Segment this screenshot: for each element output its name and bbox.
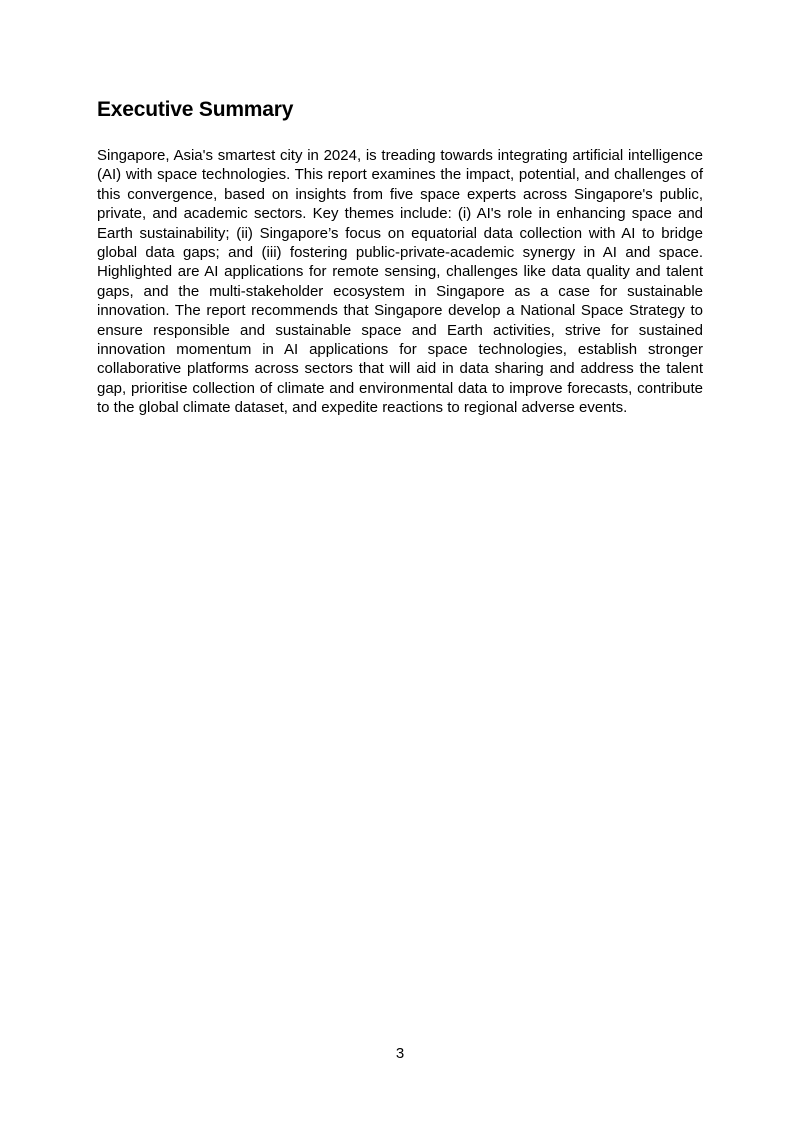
executive-summary-paragraph: Singapore, Asia's smartest city in 2024, is treading towards integrating artificial intelligence (AI) with space technologies. This report examines the impact, potential, and challenges of this convergence, based on insights from five space experts across Singapore's public, private, and academic sectors. Key themes include: (i) AI's role in enhancing space and Earth sustainability; (ii) Singapore’s focus on equatorial data collection with AI to bridge global data gaps; and (iii) fostering public-private-academic synergy in AI and space. Highlighted are AI applications for remote sensing, challenges like data quality and talent gaps, and the multi-stakeholder ecosystem in Singapore as a case for sustainable innovation. The report recommends that Singapore develop a National Space Strategy to ensure responsible and sustainable space and Earth activities, strive for sustained innovation momentum in AI applications for space technologies, establish stronger collaborative platforms across sectors that will aid in data sharing and address the talent gap, prioritise collection of climate and environmental data to improve forecasts, contribute to the global climate dataset, and expedite reactions to regional adverse events. <box>97 147 703 417</box>
section-heading: Executive Summary <box>97 98 294 121</box>
page-number: 3 <box>395 1045 405 1062</box>
